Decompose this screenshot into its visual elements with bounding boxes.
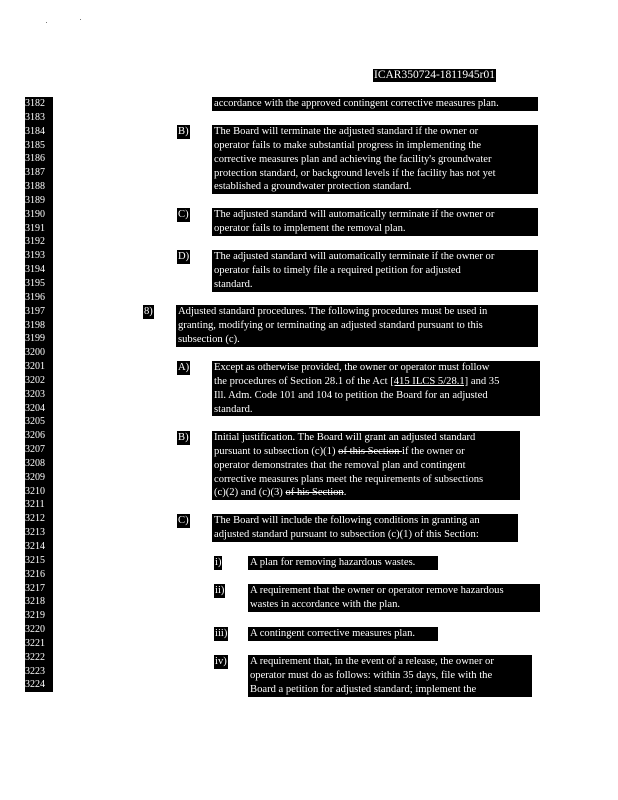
text-line: operator fails to make substantial progress in implementing the [214,139,482,151]
text-span: (c)(2) and (c)(3) [214,487,286,499]
text-line: standard. [214,403,253,415]
line-number: 3207 [25,444,45,456]
line-number: 3196 [25,291,45,303]
struck-text: of his Section [285,487,344,499]
item-8A-text [212,361,540,416]
line-number: 3186 [25,153,45,165]
line-number: 3203 [25,388,45,400]
line-number: 3185 [25,139,45,151]
text-line: A requirement that the owner or operator remove hazardous [250,585,504,596]
line-number: 3209 [25,471,45,483]
line-number: 3199 [25,333,45,345]
text-span: . [343,487,347,499]
line-number: 3193 [25,250,45,262]
item-label-8A: A) [178,362,190,373]
item-C-text [212,208,538,236]
sub-label-ii: ii) [215,585,225,596]
text-line [214,375,538,389]
scan-speck [46,22,47,23]
line-number: 3194 [25,264,45,276]
text-line: subsection (c). [178,333,240,345]
line-number: 3189 [25,194,45,206]
text-span: pursuant to subsection (c)(1) [214,445,339,457]
text-line [214,445,518,459]
line-number: 3206 [25,430,45,442]
line-number: 3218 [25,596,45,608]
text-span: the procedures of Section 28.1 of the Act [214,375,391,387]
item-8B-text [212,431,520,500]
line-number: 3197 [25,305,45,317]
item-D-text [212,250,538,292]
line-number: 3210 [25,485,45,497]
text-line: A contingent corrective measures plan. [250,628,416,639]
line-number: 3221 [25,637,45,649]
item-label-D: D) [178,251,190,262]
text-line: Board a petition for adjusted standard; implement the [250,683,477,695]
line-number: 3202 [25,374,45,386]
line-number: 3195 [25,277,45,289]
item-label-C: C) [178,209,189,220]
text-line: operator fails to implement the removal plan. [214,222,406,234]
line-number: 3191 [25,222,45,234]
sub-iii-text [248,627,438,641]
item-8C-text [212,514,518,542]
document-code: ICAR350724-1811945r01 [374,69,495,81]
text-line: protection standard, or background levels if the facility has not yet [214,167,496,179]
line-number: 3188 [25,181,45,193]
sub-label-iii: iii) [215,628,228,639]
text-line: Ill. Adm. Code 101 and 104 to petition the Board for an adjusted [214,389,488,401]
line-number-column [25,97,53,692]
item-label-8: 8) [144,306,153,317]
line-number: 3208 [25,457,45,469]
item-B-text [212,125,538,194]
text-line: Initial justification. The Board will grant an adjusted standard [214,432,476,443]
line-number: 3184 [25,125,45,137]
text-line: wastes in accordance with the plan. [250,598,401,610]
line-number: 3201 [25,361,45,373]
line-number: 3215 [25,554,45,566]
text-line: The Board will terminate the adjusted standard if the owner or [214,126,479,137]
scan-speck [80,19,81,20]
text-line: The Board will include the following conditions in granting an [214,515,480,526]
line-number: 3183 [25,111,45,123]
line-number: 3198 [25,319,45,331]
line-number: 3205 [25,416,45,428]
struck-text: of this Section [338,445,403,457]
line-number: 3223 [25,665,45,677]
line-number: 3220 [25,624,45,636]
line-number: 3214 [25,541,45,552]
sub-label-i: i) [215,557,222,568]
text-line: standard. [214,278,253,290]
text-line: operator fails to timely file a required petition for adjusted [214,264,461,276]
text-line: operator demonstrates that the removal plan and contingent [214,459,466,471]
text-span: if the owner or [402,445,465,457]
text-line: A plan for removing hazardous wastes. [250,557,416,568]
struck-citation: [415 ILCS 5/28.1] [390,375,469,387]
line-number: 3200 [25,347,45,359]
text-line: operator must do as follows: within 35 days, file with the [250,669,493,681]
line-number: 3211 [25,499,45,511]
line-number: 3216 [25,568,45,580]
item-label-8C: C) [178,515,189,526]
text-line: The adjusted standard will automatically terminate if the owner or [214,251,495,262]
text-line [214,486,518,500]
text-line: established a groundwater protection standard. [214,181,412,193]
text-line: Except as otherwise provided, the owner or operator must follow [214,362,490,373]
text-line: accordance with the approved contingent corrective measures plan. [214,98,499,109]
line-number: 3212 [25,513,45,525]
text-line: A requirement that, in the event of a release, the owner or [250,656,494,667]
text-line: Adjusted standard procedures. The following procedures must be used in [178,306,488,317]
line-number: 3224 [25,679,45,691]
line-number: 3217 [25,582,45,594]
sub-i-text [248,556,438,570]
text-span: and 35 [468,375,500,387]
text-line: adjusted standard pursuant to subsection (c)(1) of this Section: [214,528,479,540]
text-line: The adjusted standard will automatically terminate if the owner or [214,209,495,220]
item-label-B: B) [178,126,189,137]
text-line: corrective measures plans meet the requirements of subsections [214,473,484,485]
sub-iv-text [248,655,532,697]
line-number: 3219 [25,610,45,622]
sub-label-iv: iv) [215,656,227,667]
continuation-text [212,97,538,111]
line-number: 3222 [25,651,45,663]
line-number: 3204 [25,402,45,414]
line-number: 3182 [25,98,45,109]
line-number: 3213 [25,527,45,539]
line-number: 3190 [25,208,45,220]
line-number: 3187 [25,167,45,179]
text-line: corrective measures plan and achieving the facility's groundwater [214,153,492,165]
item-label-8B: B) [178,432,189,443]
item-8-text [176,305,538,347]
text-line: granting, modifying or terminating an adjusted standard pursuant to this [178,319,483,331]
line-number: 3192 [25,236,45,248]
sub-ii-text [248,584,540,612]
